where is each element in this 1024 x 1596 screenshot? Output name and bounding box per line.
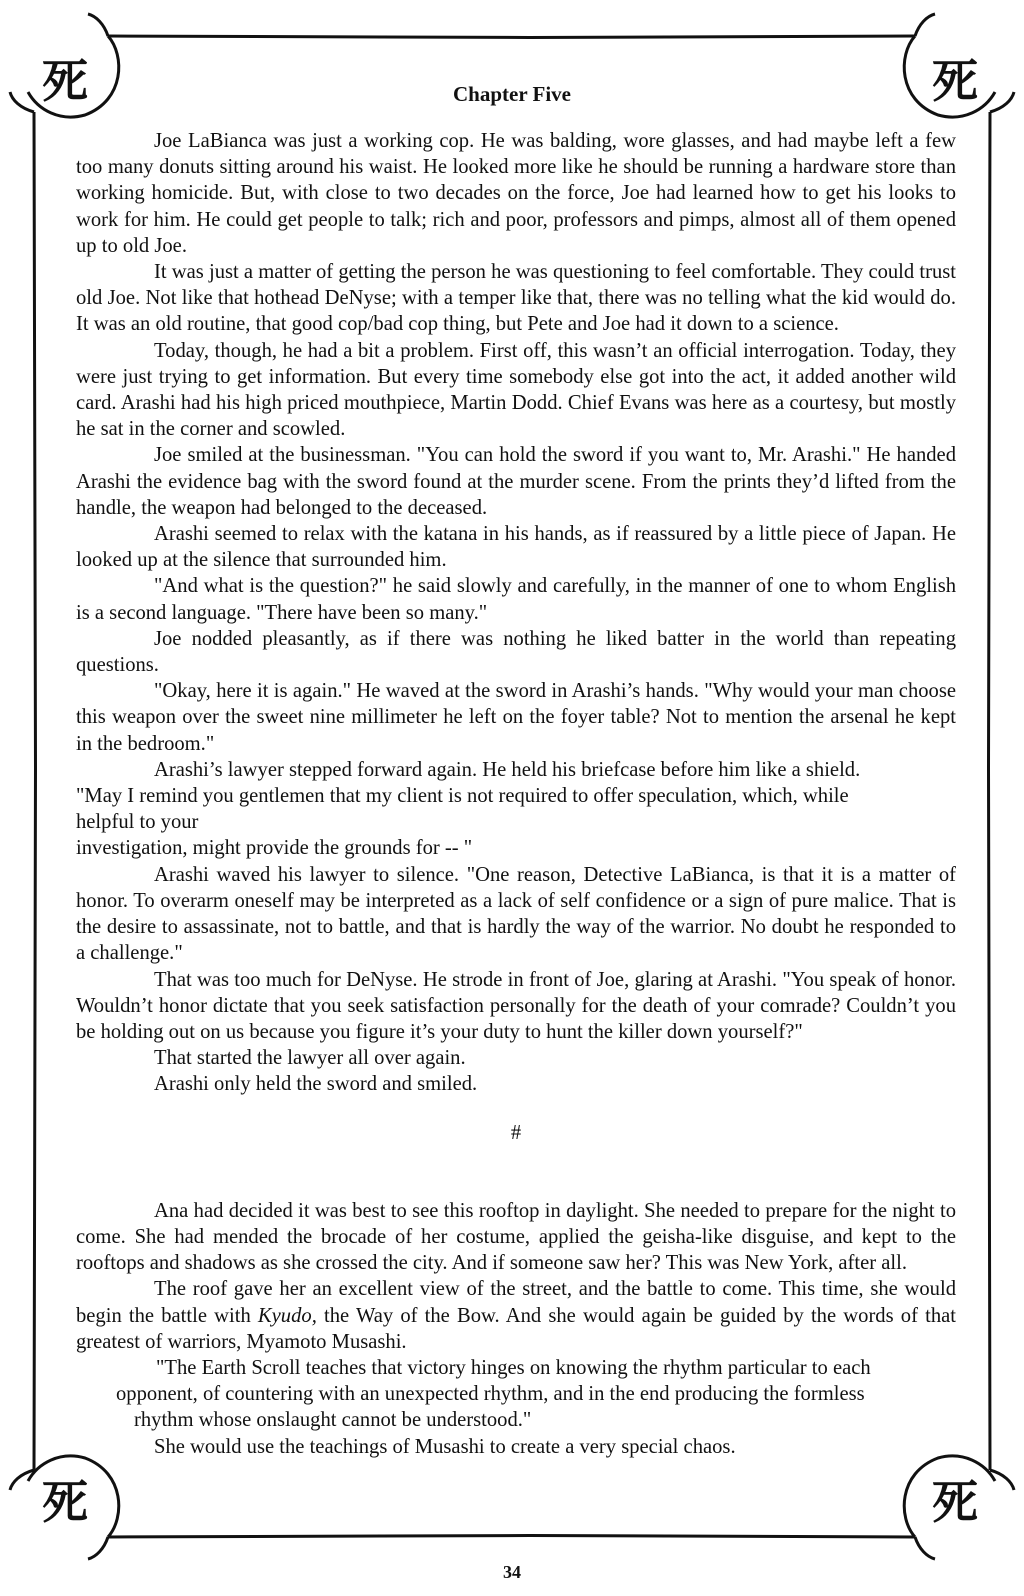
paragraph: Arashi only held the sword and smiled. [154, 1073, 478, 1096]
scene-break: # [510, 1121, 522, 1144]
corner-kanji-bottom-right: 死 [932, 1475, 978, 1529]
kyudo-text-before: The roof gave her an excellent view of the street, and the battle to come. This time, she would begin the battle with [76, 1278, 956, 1327]
paragraph-kyudo [76, 1276, 956, 1355]
kyudo-text-after: the Way of the Bow. And she would again be guided by the words of that greatest of warriors, Myamoto Musashi. [76, 1304, 956, 1353]
paragraph: Joe LaBianca was just a working cop. He was balding, wore glasses, and had maybe left a few too many donuts sitting around his waist. He looked more like he should be running a hardware store than working homicide. But, with close to two decades on the force, Joe had learned how to get his looks to work for him. He could get people to talk; rich and poor, professors and pimps, almost all of them opened up to old Joe. [76, 130, 956, 257]
corner-kanji-top-right: 死 [932, 54, 978, 108]
paragraph: Arashi’s lawyer stepped forward again. He held his briefcase before him like a shield. [154, 758, 861, 781]
lawyer-quote-line: "May I remind you gentlemen that my client is not required to offer speculation, which, while [76, 785, 849, 808]
paragraph-final: She would use the teachings of Musashi to create a very special chaos. [154, 1435, 736, 1458]
musashi-quote [116, 1355, 926, 1434]
paragraph: "And what is the question?" he said slowly and carefully, in the manner of one to whom English is a second language. "There have been so many." [76, 575, 956, 624]
kyudo-italic: Kyudo, [257, 1304, 317, 1327]
musashi-quote-line: opponent, of countering with an unexpected rhythm, and in the end producing the formless [116, 1383, 865, 1406]
chapter-title: Chapter Five [452, 82, 571, 106]
paragraph: Today, though, he had a bit a problem. First off, this wasn’t an official interrogation. Today, they were just trying to get information. But every time somebody else got into the act, it added another wild card. Arashi had his high priced mouthpiece, Martin Dodd. Chief Evans was here as a courtesy, but mostly he sat in the corner and scowled. [76, 339, 956, 441]
paragraph: That started the lawyer all over again. [154, 1047, 466, 1070]
lawyer-quote-line: helpful to your [76, 811, 199, 834]
musashi-quote-line: "The Earth Scroll teaches that victory hinges on knowing the rhythm particular to each [156, 1356, 871, 1379]
corner-kanji-top-left: 死 [42, 54, 88, 108]
paragraph: Joe smiled at the businessman. "You can hold the sword if you want to, Mr. Arashi." He handed Arashi the evidence bag with the sword found at the murder scene. From the prints they’d lifted from the handle, the weapon had belonged to the deceased. [76, 444, 956, 519]
musashi-quote-line: rhythm whose onslaught cannot be understood." [134, 1409, 532, 1432]
paragraph: "Okay, here it is again." He waved at the sword in Arashi’s hands. "Why would your man choose this weapon over the sweet nine millimeter he left on the foyer table? Not to mention the arsenal he kept in the bedroom." [76, 680, 956, 755]
paragraph: Arashi seemed to relax with the katana in his hands, as if reassured by a little piece of Japan. He looked up at the silence that surrounded him. [76, 523, 956, 572]
lawyer-quote-line: investigation, might provide the grounds for -- " [76, 837, 473, 860]
corner-kanji-bottom-left: 死 [42, 1475, 88, 1529]
paragraph: It was just a matter of getting the person he was questioning to feel comfortable. They could trust old Joe. Not like that hothead DeNyse; with a temper like that, there was no telling what the kid would do. It was an old routine, that good cop/bad cop thing, but Pete and Joe had it down to a science. [76, 261, 956, 336]
paragraph: Arashi waved his lawyer to silence. "One reason, Detective LaBianca, is that it is a matter of honor. To overarm oneself may be interpreted as a lack of self confidence or a sign of pure malice. That is the desire to assassinate, not to battle, and that is hardly the way of the warrior. No doubt he responded to a challenge." [76, 863, 956, 965]
page-number: 34 [503, 1562, 521, 1582]
body-text [76, 128, 956, 1460]
paragraph: That was too much for DeNyse. He strode in front of Joe, glaring at Arashi. "You speak of honor. Wouldn’t honor dictate that you seek satisfaction personally for the death of your comrade? Couldn’t you be holding out on us because you figure it’s your duty to hunt the killer down yourself?" [76, 968, 956, 1043]
paragraph: Ana had decided it was best to see this rooftop in daylight. She needed to prepare for the night to come. She had mended the brocade of her costume, applied the geisha-like disguise, and kept to the rooftops and shadows as she crossed the city. And if someone saw her? This was New York, after all. [76, 1199, 956, 1275]
paragraph: Joe nodded pleasantly, as if there was nothing he liked batter in the world than repeating questions. [76, 627, 956, 677]
